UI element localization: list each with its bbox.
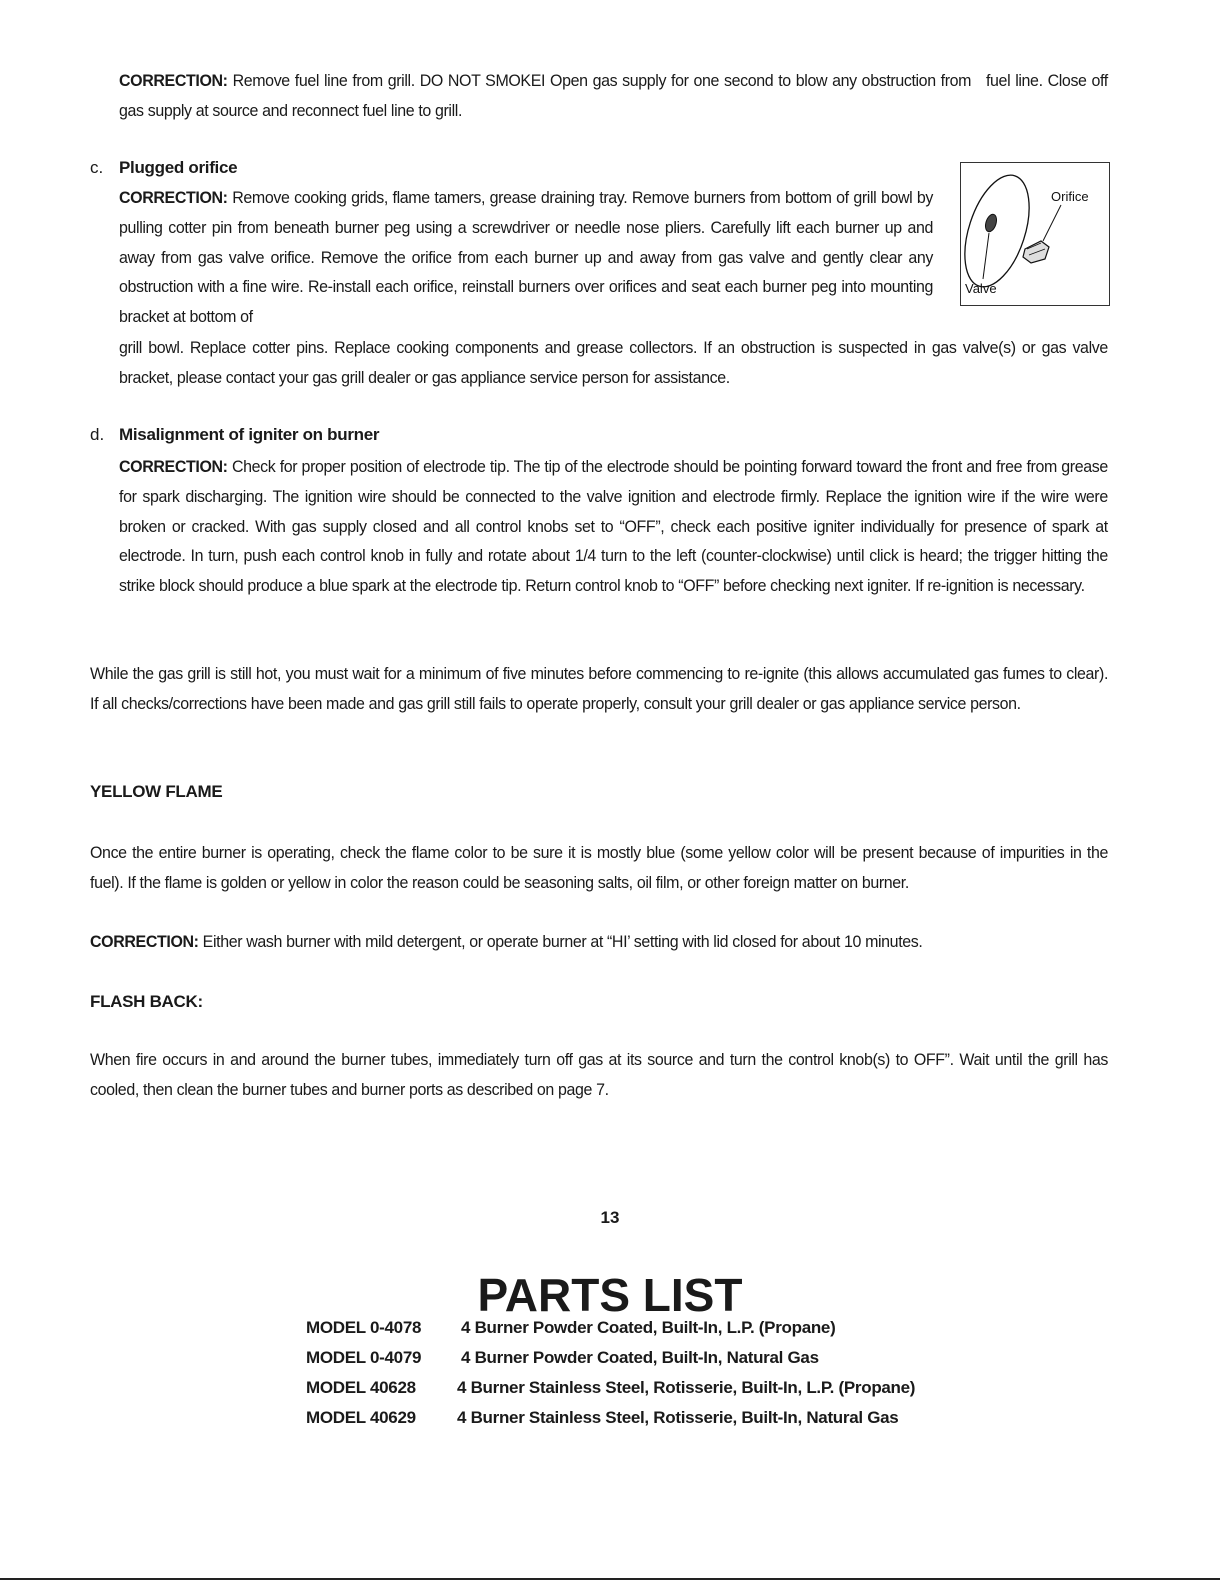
section-d-title: Misalignment of igniter on burner <box>119 425 380 444</box>
section-d-marker: d. <box>90 425 105 444</box>
model-description: 4 Burner Stainless Steel, Rotisserie, Built-In, L.P. (Propane) <box>457 1378 916 1397</box>
model-number: MODEL 0-4079 <box>306 1348 422 1367</box>
correction-label: CORRECTION: <box>119 188 228 207</box>
section-c-continued-text: grill bowl. Replace cotter pins. Replace cooking components and grease collectors. If an obstruction is suspected in gas valve(s) or gas valve bracket, please contact your gas grill dealer or gas appliance service person for assistance. <box>119 338 1108 387</box>
section-d-correction-text: Check for proper position of electrode tip. The tip of the electrode should be pointing forward toward the front and free from grease for spark discharging. The ignition wire should be connected to the valve ignition and electrode firmly. Replace the ignition wire if the wire were broken or cracked. With gas supply closed and all control knobs set to “OFF”, check each positive igniter individually for presence of spark at electrode. In turn, push each control knob in fully and rotate about 1/4 turn to the left (counter-clockwise) until click is heard; the trigger hitting the strike block should produce a blue spark at the electrode tip. Return control knob to “OFF” before checking next igniter. If re-ignition is necessary. <box>119 457 1108 596</box>
section-c-correction-text: Remove cooking grids, flame tamers, grease draining tray. Remove burners from bottom of grill bowl by pulling cotter pin from beneath burner peg using a screwdriver or needle nose pliers. Carefully lift each burner up and away from gas valve orifice. Remove the orifice from each burner up and away from gas valve and gently clear any obstruction with a fine wire. Re-install each orifice, reinstall burners over orifices and seat each burner peg into mounting bracket at bottom of <box>119 188 934 327</box>
model-description: 4 Burner Stainless Steel, Rotisserie, Built-In, Natural Gas <box>457 1408 899 1427</box>
model-number: MODEL 0-4078 <box>306 1318 422 1337</box>
valve-label: Valve <box>965 281 997 296</box>
model-row <box>306 1348 819 1368</box>
correction-label: CORRECTION: <box>90 932 199 951</box>
bottom-divider <box>0 1578 1220 1580</box>
yellow-flame-heading: YELLOW FLAME <box>90 782 223 801</box>
model-number: MODEL 40629 <box>306 1408 416 1427</box>
flash-back-text: When fire occurs in and around the burner tubes, immediately turn off gas at its source and turn the control knob(s) to OFF”. Wait until the grill has cooled, then clean the burner tubes and burner ports as described on page 7. <box>90 1050 1109 1099</box>
model-number: MODEL 40628 <box>306 1378 416 1397</box>
yellow-flame-text: Once the entire burner is operating, check the flame color to be sure it is mostly blue (some yellow color will be present because of impurities in the fuel). If the flame is golden or yellow in color the reason could be seasoning salts, oil film, or other foreign matter on burner. <box>90 843 1109 892</box>
model-row <box>306 1318 835 1338</box>
correction-label: CORRECTION: <box>119 71 228 90</box>
section-c-title: Plugged orifice <box>119 158 238 177</box>
orifice-valve-diagram <box>960 162 1110 306</box>
model-row <box>306 1408 898 1428</box>
yellow-flame-correction-text: Either wash burner with mild detergent, or operate burner at “HI’ setting with lid closed for about 10 minutes. <box>198 932 923 951</box>
parts-list-title: PARTS LIST <box>477 1269 743 1321</box>
model-description: 4 Burner Powder Coated, Built-In, L.P. (Propane) <box>461 1318 836 1337</box>
flash-back-heading: FLASH BACK: <box>90 992 203 1011</box>
model-row <box>306 1378 915 1398</box>
page-number: 13 <box>600 1208 620 1227</box>
section-d-correction <box>119 452 1108 601</box>
wait-paragraph: While the gas grill is still hot, you must wait for a minimum of five minutes before commencing to re-ignite (this allows accumulated gas fumes to clear). If all checks/corrections have been made and gas grill still fails to operate properly, consult your grill dealer or gas appliance service person. <box>90 664 1109 713</box>
orifice-valve-illustration <box>961 163 1111 307</box>
yellow-flame-correction <box>90 927 1124 957</box>
section-c-correction <box>119 183 933 332</box>
correction-label: CORRECTION: <box>119 457 228 476</box>
orifice-label: Orifice <box>1051 189 1089 204</box>
model-description: 4 Burner Powder Coated, Built-In, Natural Gas <box>461 1348 819 1367</box>
section-c-marker: c. <box>90 158 104 177</box>
intro-correction-text: Remove fuel line from grill. DO NOT SMOKEI Open gas supply for one second to blow any obstruction from fuel line. Close off gas supply at source and reconnect fuel line to grill. <box>119 71 1108 120</box>
section-c-correction-continued <box>119 333 1108 393</box>
intro-correction <box>119 66 1108 126</box>
